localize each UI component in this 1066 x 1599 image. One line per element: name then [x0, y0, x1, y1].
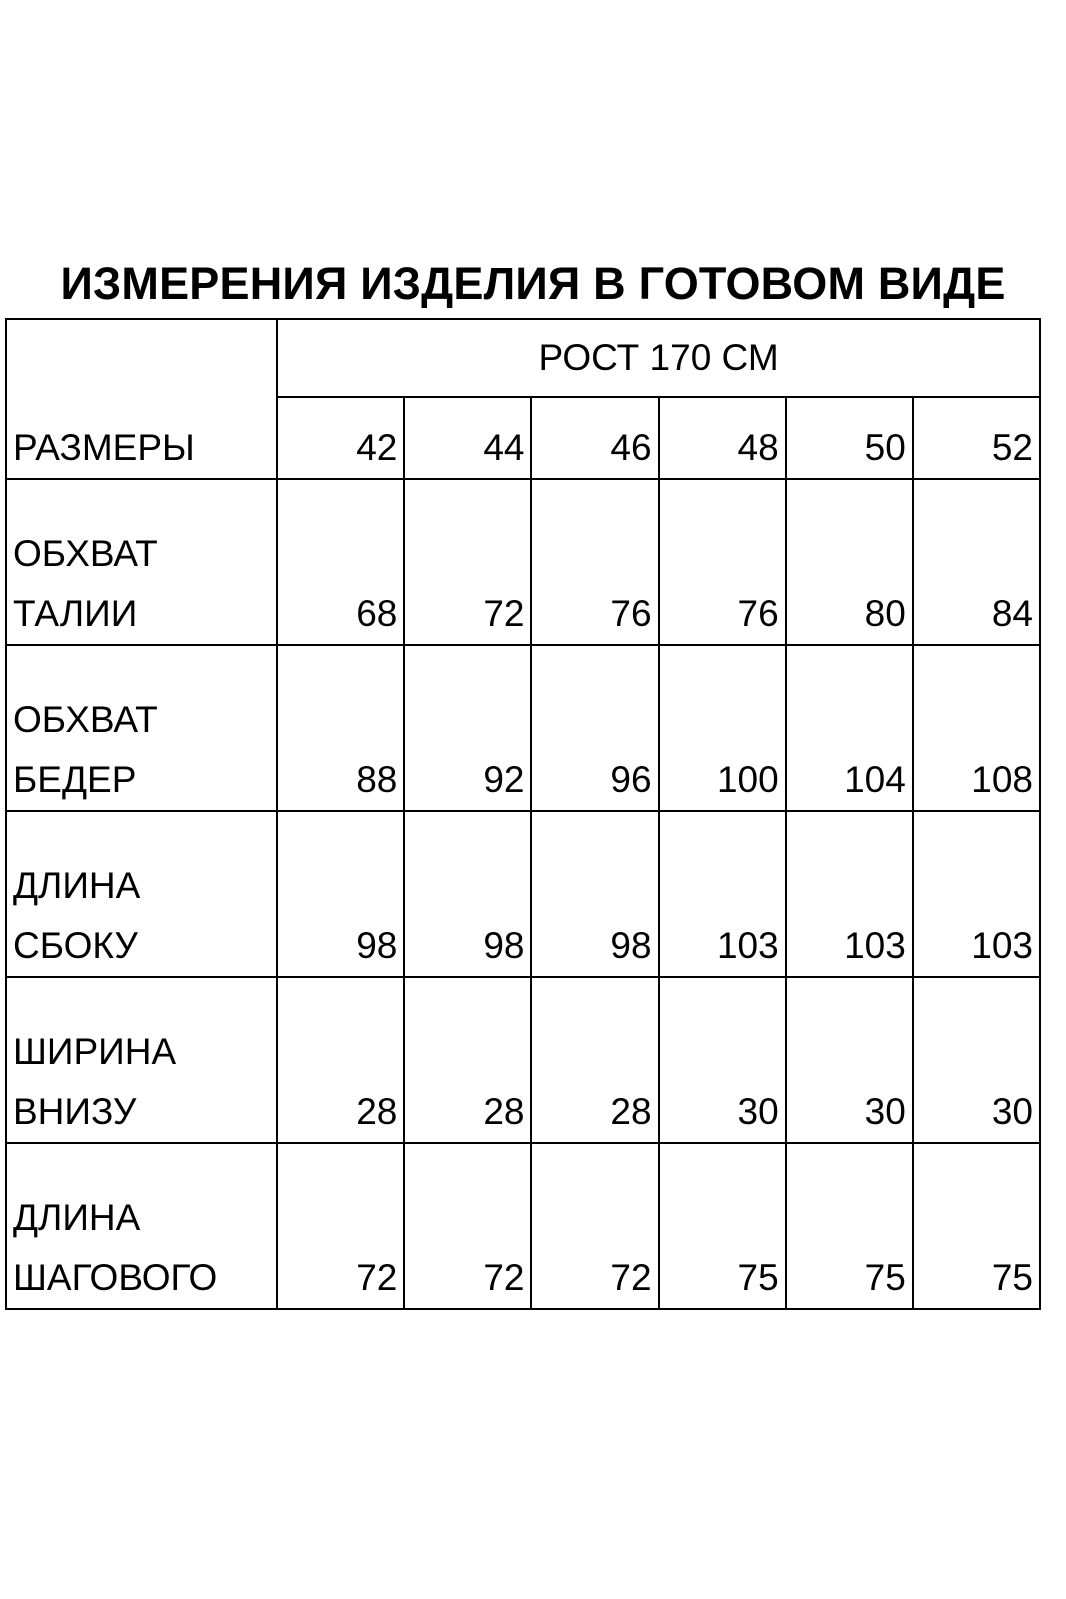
sizes-label: РАЗМЕРЫ: [13, 427, 195, 468]
page-title: ИЗМЕРЕНИЯ ИЗДЕЛИЯ В ГОТОВОМ ВИДЕ: [60, 258, 1006, 309]
row-label: [6, 977, 277, 1143]
value-cell: 103: [786, 811, 913, 977]
value-cell: 75: [786, 1143, 913, 1309]
size-header-cell: 48: [659, 397, 786, 479]
row-label-line: БЕДЕР: [13, 759, 137, 800]
value-cell: 75: [913, 1143, 1040, 1309]
value-cell: 100: [659, 645, 786, 811]
value-cell: 84: [913, 479, 1040, 645]
row-label: [6, 811, 277, 977]
row-label-line: ОБХВАТ: [13, 533, 158, 574]
row-label: [6, 1143, 277, 1309]
table-row: [6, 479, 1040, 645]
row-label-line: СБОКУ: [13, 925, 138, 966]
table-row: [6, 1143, 1040, 1309]
value-cell: 30: [913, 977, 1040, 1143]
value-cell: 28: [277, 977, 404, 1143]
value-cell: 103: [659, 811, 786, 977]
row-label-line: ТАЛИИ: [13, 593, 138, 634]
value-cell: 88: [277, 645, 404, 811]
value-cell: 92: [404, 645, 531, 811]
row-label-line: ШИРИНА: [13, 1031, 177, 1072]
row-label: [6, 479, 277, 645]
table-row: [6, 977, 1040, 1143]
row-label: [6, 645, 277, 811]
value-cell: 98: [531, 811, 658, 977]
value-cell: 72: [277, 1143, 404, 1309]
value-cell: 72: [404, 479, 531, 645]
value-cell: 104: [786, 645, 913, 811]
value-cell: 96: [531, 645, 658, 811]
height-header: РОСТ 170 СМ: [277, 319, 1040, 397]
value-cell: 72: [531, 1143, 658, 1309]
value-cell: 108: [913, 645, 1040, 811]
value-cell: 28: [531, 977, 658, 1143]
row-label-line: ШАГОВОГО: [13, 1257, 218, 1298]
size-header-cell: 42: [277, 397, 404, 479]
value-cell: 76: [531, 479, 658, 645]
value-cell: 30: [659, 977, 786, 1143]
value-cell: 98: [277, 811, 404, 977]
size-header-cell: 50: [786, 397, 913, 479]
value-cell: 98: [404, 811, 531, 977]
value-cell: 68: [277, 479, 404, 645]
row-label-line: ДЛИНА: [13, 1197, 141, 1238]
value-cell: 103: [913, 811, 1040, 977]
row-label-line: ОБХВАТ: [13, 699, 158, 740]
value-cell: 30: [786, 977, 913, 1143]
size-header-cell: 52: [913, 397, 1040, 479]
value-cell: 28: [404, 977, 531, 1143]
header-row-height: [6, 319, 1040, 397]
size-header-cell: 46: [531, 397, 658, 479]
value-cell: 72: [404, 1143, 531, 1309]
value-cell: 80: [786, 479, 913, 645]
sizes-label-cell: [6, 319, 277, 479]
table-row: [6, 645, 1040, 811]
row-label-line: ДЛИНА: [13, 865, 141, 906]
size-header-cell: 44: [404, 397, 531, 479]
size-chart-table: [5, 318, 1041, 1310]
table-row: [6, 811, 1040, 977]
value-cell: 75: [659, 1143, 786, 1309]
value-cell: 76: [659, 479, 786, 645]
row-label-line: ВНИЗУ: [13, 1091, 137, 1132]
